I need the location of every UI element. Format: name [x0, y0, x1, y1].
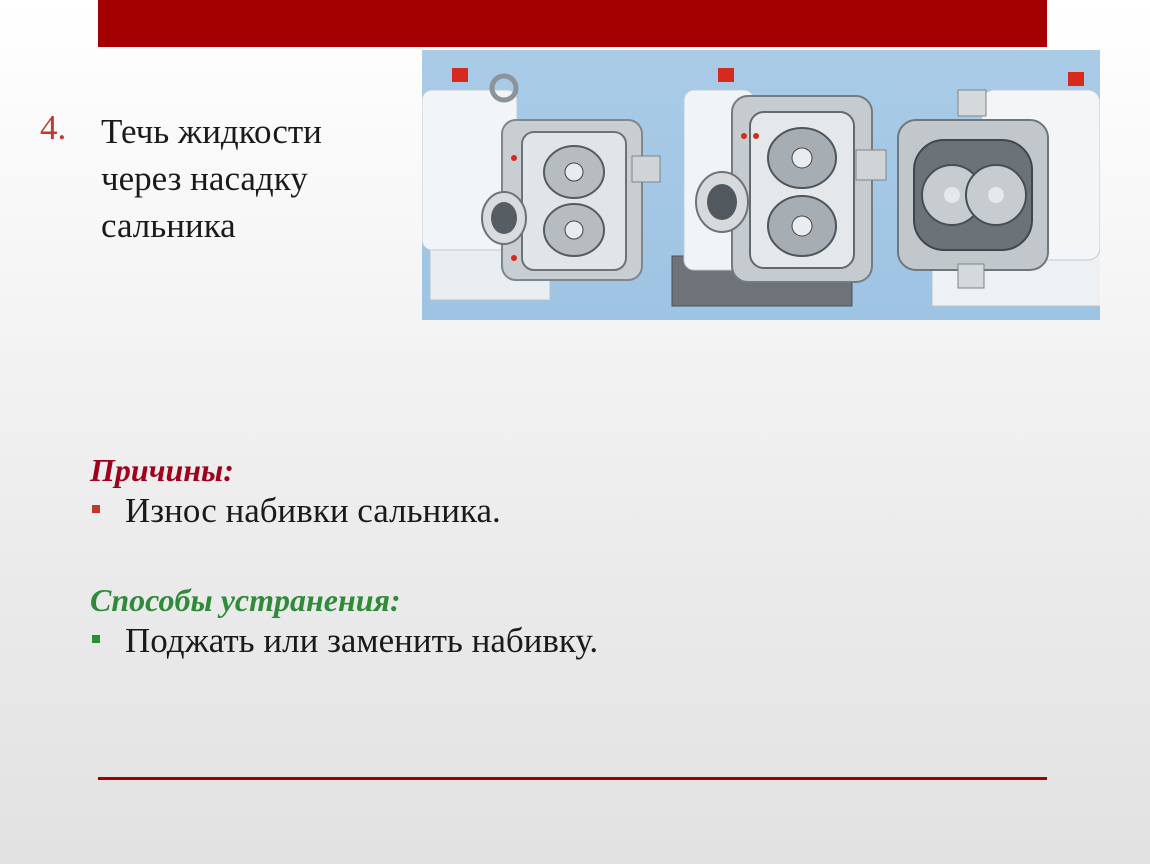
lobe-pumps-photo	[422, 50, 1100, 320]
item-line: Течь жидкости	[101, 112, 322, 151]
remedies-section	[90, 582, 598, 661]
bullet-square-icon	[92, 635, 100, 643]
bottom-divider	[98, 777, 1047, 780]
causes-section	[90, 452, 501, 531]
bullet-square-icon	[92, 505, 100, 513]
remedy-text: Поджать или заменить набивку.	[125, 621, 599, 660]
pump-1-image	[422, 68, 660, 300]
list-item	[90, 621, 598, 661]
item-number: 4.	[40, 108, 67, 147]
pump-2-image	[672, 68, 886, 306]
causes-heading: Причины:	[90, 452, 234, 488]
list-item	[90, 491, 501, 531]
remedies-heading: Способы устранения:	[90, 582, 401, 618]
item-line: через насадку	[101, 159, 308, 198]
item-text	[101, 108, 322, 249]
cause-text: Износ набивки сальника.	[125, 491, 501, 530]
top-accent-bar	[98, 0, 1047, 47]
item-line: сальника	[101, 206, 236, 245]
pump-3-image	[898, 72, 1100, 306]
